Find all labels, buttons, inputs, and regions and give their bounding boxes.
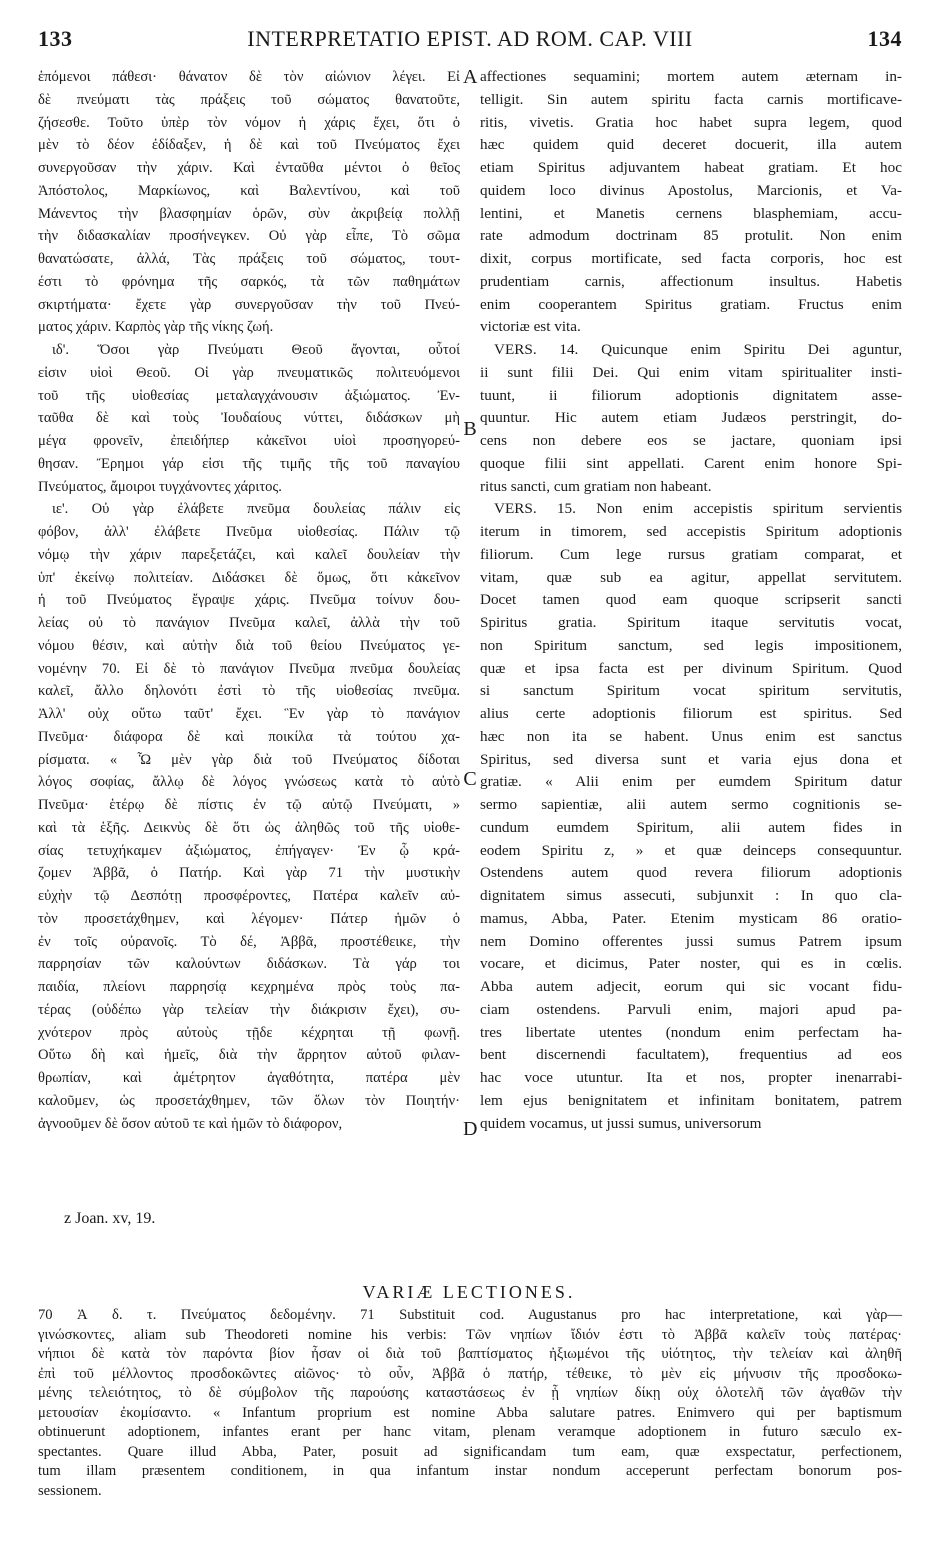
text-line: μὲν τὸ δέον ἐδίδαξεν, ἡ δὲ καὶ τοῦ Πνεύματος ἔχει — [38, 137, 460, 154]
text-line: hæc non ita se habent. Unus enim est sanctus — [480, 727, 902, 745]
text-line: lentini, et Manetis cernens blasphemiam, accu- — [480, 204, 902, 222]
text-line: θανατώσατε, ἀλλά, Τὰς πράξεις τοῦ σώματος, τουτ- — [38, 251, 460, 267]
text-line: νόμου θέσιν, καὶ αὐτὴν διὰ τοῦ θείου Πνεύματος γε- — [38, 637, 460, 654]
text-line: quidem vocamus, ut jussi sumus, universorum — [480, 1114, 762, 1132]
text-line: τέρας (οὐδέπω γὰρ τελείαν τὴν διάκρισιν ἔχει), συ- — [38, 1001, 460, 1018]
text-line: ἐπὶ τοῦ μέλλοντος προσδοκῶντες αἰῶνος· τὸ οὖν, Ἀββᾶ ὁ πατήρ, τέθεικε, τὸ μὲν εἰς μήνυσιν τῆς προσδοκω- — [38, 1365, 902, 1382]
text-line: hæc quidem quid deceret docuerit, illa autem — [480, 136, 902, 154]
text-line: Docet tamen quod eam quoque scripserit sancti — [480, 591, 902, 609]
text-line: ἐν τοῖς οὐρανοῖς. Τὸ δέ, Ἀββᾶ, προστέθεικε, τὴν — [38, 933, 460, 950]
text-line: ρίσματα. « Ὧ μὲν γὰρ διὰ τοῦ Πνεύματος δίδοται — [38, 751, 460, 768]
text-line: tum illam præsentem conditionem, in qua infantum instar nondum acceperunt perfectam bonorum pos- — [38, 1463, 902, 1479]
text-line: nem Domino offerentes jussi sumus Patrem ipsum — [480, 932, 902, 950]
text-line: dignitatem simus assecuti, subjunxit : In quo cla- — [480, 887, 902, 904]
text-line: ιε'. Οὐ γὰρ ἐλάβετε πνεῦμα δουλείας πάλιν εἰς — [52, 501, 460, 518]
text-line: tuunt, ii filiorum adoptionis dignitatem asse- — [480, 386, 902, 404]
text-line: obtinuerunt adoptionem, infantes erant per hanc vitam, plenam veramque adoptionem in futuro sæculo ex- — [38, 1424, 902, 1440]
text-line: σκιρτήματα· ἔχετε γὰρ συνεργοῦσαν τὴν τοῦ Πνεύ- — [38, 296, 460, 313]
text-line: dixit, corpus mortificate, sed facta corporis, hoc est — [480, 250, 902, 267]
text-line: filiorum. Cum lege rursus gratiam comparat, et — [480, 545, 902, 563]
text-line: Ostendens autem quod revera filiorum adoptionis — [480, 864, 902, 882]
text-line: lem ejus benignitatem et infinitam bonitatem, patrem — [480, 1091, 902, 1109]
text-line: ἀγνοοῦμεν δὲ ὅσον αὐτοῦ τε καὶ ἡμῶν τὸ διάφορον, — [38, 1115, 343, 1132]
text-line: λείας οὐ τὸ πανάγιον Πνεῦμα καλεῖ, ἀλλὰ τὴν τοῦ — [38, 615, 460, 631]
text-line: καλεῖ, ἄλλο δηλονότι ἐστὶ τὸ τῆς υἱοθεσίας πνεῦμα. — [38, 683, 460, 700]
text-line: τὸν προσετάχθημεν, καὶ λέγομεν· Πάτερ ἡμῶν ὁ — [38, 910, 460, 927]
text-line: vocare, et dicimus, Pater noster, qui es in cœlis. — [480, 955, 902, 973]
text-line: iterum in timorem, sed accepistis Spiritum adoptionis — [480, 523, 902, 540]
text-line: Πνεύματος, ἄμοιροι τυγχάνοντες χάριτος. — [38, 478, 282, 495]
text-line: mamus, Abba, Pater. Etenim mysticam 86 oratio- — [480, 909, 902, 927]
text-line: Ἀπόστολος, Μαρκίωνος, καὶ Βαλεντίνου, καὶ τοῦ — [38, 182, 460, 199]
text-line: telligit. Sin autem spiritu facta carnis mortificave- — [480, 90, 902, 108]
variants-heading: VARIÆ LECTIONES. — [362, 1282, 576, 1302]
text-line: δὲ πνεύματι τὰς πράξεις τοῦ σώματος θανατοῦτε, — [38, 91, 460, 108]
text-line: enim cooperantem Spiritus gratiam. Fructus enim — [480, 295, 902, 313]
text-line: si sanctum Spiritum vocat spiritum servitutis, — [480, 682, 902, 700]
text-line: Μάνεντος τὴν βλασφημίαν ὁρῶν, σὺν ἀκριβείᾳ πολλῇ — [38, 205, 460, 222]
text-line: θρωπίαν, καὶ ἀμέτρητον ἀγαθότητα, πατέρα μὲν — [38, 1070, 460, 1086]
running-header — [38, 26, 902, 54]
text-line: eodem Spiritu z, » et quæ deinceps consequuntur. — [480, 841, 902, 859]
text-line: VERS. 15. Non enim accepistis spiritum servientis — [494, 500, 902, 518]
text-line: τὴν διδασκαλίαν προσήνεγκεν. Οὐ γὰρ εἶπε, Τὸ σῶμα — [38, 228, 460, 245]
text-line: cundum eumdem Spiritum, alii autem fides in — [480, 818, 902, 836]
text-line: Ἀλλ' οὐχ οὕτω ταῦτ' ἔχει. Ἓν γὰρ τὸ πανάγιον — [38, 706, 460, 722]
text-line: Spiritus, sed diversa sunt et varia ejus dona et — [480, 750, 902, 768]
text-line: ἡ τοῦ Πνεύματος ἔγραψε χάρις. Πνεῦμα τοίνυν δου- — [38, 592, 460, 609]
latin-text-column — [480, 66, 902, 1135]
text-line: παρρησίαν τῶν καλούντων διδάσκων. Τὰ γάρ τοι — [38, 956, 460, 973]
page-number-left: 133 — [38, 26, 73, 51]
text-line: affectiones sequamini; mortem autem æternam in- — [480, 68, 902, 85]
text-line: νήπιοι δὲ κατὰ τὸν παρόντα βίον ἦσαν οἱ διὰ τοῦ βαπτίσματος ἠξιωμένοι τῆς υἱότητος, τὴν τελείαν καὶ ἀληθῆ — [38, 1346, 902, 1362]
text-line: quoque filii sint appellati. Carent enim honore Spi- — [480, 454, 902, 472]
text-line: ἑπόμενοι πάθεσι· θάνατον δὲ τὸν αἰώνιον λέγει. Εἰ — [38, 69, 460, 85]
text-line: ritus sancti, cum gratiam non habeant. — [480, 477, 712, 495]
margin-marker-a: A — [463, 66, 478, 88]
text-line: cens non debere eos se jactare, quoniam ipsi — [480, 432, 902, 449]
text-line: quidem loco divinus Apostolus, Marcionis, et Va- — [480, 181, 902, 199]
text-line: Πνεῦμα· ἑτέρῳ δὲ πίστις ἐν τῷ αὐτῷ Πνεύματι, » — [38, 797, 460, 813]
text-line: έστι τὸ φρόνημα τῆς σαρκός, τὰ τῶν παθημάτων — [38, 273, 460, 290]
text-line: θησαν. Ἔρημοι γάρ εἰσι τῆς τιμῆς τῆς τοῦ παναγίου — [38, 455, 460, 472]
text-line: ὑπ' ἐκείνῳ πολιτείαν. Διδάσκει δὲ ὅμως, ὅτι κἀκεῖνον — [38, 569, 460, 586]
margin-marker-c: C — [463, 768, 477, 790]
text-line: hac voce utuntur. Ita et nos, propter inenarrabi- — [480, 1069, 902, 1086]
text-line: tres libertate utentes (nondum enim perfectam ha- — [480, 1023, 902, 1041]
text-line: συνεργοῦσαν τὴν χάριν. Καὶ ἐνταῦθα μέντοι ὁ θεῖος — [38, 160, 460, 176]
text-line: prudentiam carnis, affectionum insultus. Habetis — [480, 272, 902, 290]
text-line: sermo sapientiæ, alii autem sermo cognitionis se- — [480, 796, 902, 813]
text-line: alius certe adoptionis filiorum est spiritus. Sed — [480, 705, 902, 722]
text-line: Πνεῦμα· διάφορα δὲ καὶ ποικίλα τὰ τούτου χα- — [38, 728, 460, 745]
text-line: quæ et ipsa facta est per divinum Spiritum. Quod — [480, 659, 902, 677]
text-line: μετουσίαν ἐκομίσαντο. « Infantum proprium est nomine Abba salutare patres. Enimvero qui per baptismum — [38, 1404, 902, 1421]
text-line: ζομεν Ἀββᾶ, ὁ Πατήρ. Καὶ γὰρ 71 τὴν μυστικὴν — [38, 865, 460, 882]
text-line: rate admodum doctrinam 85 protulit. Non enim — [480, 227, 902, 245]
text-line: sessionem. — [38, 1482, 102, 1499]
text-line: μένης τελειότητος, τὸ δὲ σύμβολον τῆς παρούσης καταστάσεως ἐν ᾗ νηπίων δίκῃ οὐχ ὁλοτελῆ τῶν ἀγαθῶν τὴν — [38, 1385, 902, 1401]
text-line: Abba autem adjecit, eorum qui sic vocant fidu- — [480, 978, 902, 995]
text-line: παιδία, πλείονι παρρησίᾳ κεχρημένα πρὸς τοὺς πα- — [38, 979, 460, 995]
footnote: z Joan. xv, 19. — [64, 1210, 156, 1227]
margin-marker-b: B — [463, 418, 477, 440]
text-line: ciam ostendens. Parvuli enim, majori apud pa- — [480, 1000, 902, 1018]
text-line: φόβον, ἀλλ' ἐλάβετε Πνεῦμα υἱοθεσίας. Πάλιν τῷ — [38, 524, 460, 540]
text-line: σίας τετυχήκαμεν ἀξιώματος, ἐπήγαγεν· Ἐν ᾧ κρά- — [38, 842, 460, 859]
text-line: non Spiritum sanctum, sed legis impositionem, — [480, 636, 902, 654]
text-line: vitam, quæ sub ea agitur, appellat servitutem. — [480, 568, 902, 586]
text-line: εὐχὴν τῷ Δεσπότῃ προσφέροντες, Πατέρα καλεῖν αὐ- — [38, 888, 460, 904]
margin-marker-d: D — [463, 1118, 478, 1140]
text-line: καὶ τὰ ἑξῆς. Δεικνὺς δὲ ὅτι ὡς ἀληθῶς τοῦ τῆς υἱοθε- — [38, 819, 460, 836]
text-line: Spiritus gratia. Spiritum itaque servitutis vocat, — [480, 614, 902, 631]
greek-text-column — [38, 66, 460, 1135]
text-line: μέγα φρονεῖν, ἐπειδήπερ κἀκεῖνοι υἱοὶ προσηγορεύ- — [38, 433, 460, 449]
running-title: INTERPRETATIO EPIST. AD ROM. CAP. VIII — [247, 26, 693, 51]
text-line: χνότερον πρὸς αὐτοὺς τῇδε κέχρηται τῇ φωνῇ. — [38, 1024, 460, 1041]
text-line: etiam Spiritus adjuvantem habeat gratiam. Et hoc — [480, 159, 902, 176]
text-line: ματος χάριν. Καρπὸς γὰρ τῆς νίκης ζωή. — [38, 319, 274, 336]
text-line: victoriæ est vita. — [480, 318, 581, 336]
text-line: γινώσκοντες, aliam sub Theodoreti nomine his verbis: Τῶν νηπίων ἴδιόν ἐστι τὸ Ἀββᾶ καλεῖν τοὺς πατέρας· — [38, 1326, 902, 1343]
text-line: καλοῦμεν, ὡς προσετάχθημεν, τῶν ὅλων τὸν Ποιητήν· — [38, 1092, 460, 1109]
text-line: νόμῳ τὴν χάριν παρεξετάζει, καὶ καλεῖ δουλείαν τὴν — [38, 546, 460, 563]
text-line: VERS. 14. Quicunque enim Spiritu Dei aguntur, — [494, 341, 902, 358]
text-line: ζήσεσθε. Τοῦτο ὑπὲρ τὸν νόμον ἡ χάρις ἔχει, ὅτι ὁ — [38, 114, 460, 131]
text-line: ταῦθα δὲ καὶ τοὺς Ἰουδαίους νύττει, διδάσκων μὴ — [38, 410, 460, 427]
text-line: gratiæ. « Alii enim per eumdem Spiritum datur — [480, 773, 902, 791]
text-line: ii sunt filii Dei. Qui enim vitam spiritualiter insti- — [480, 363, 902, 381]
text-line: quuntur. Hic autem etiam Judæos perstringit, do- — [480, 409, 902, 427]
variant-readings — [38, 1306, 902, 1501]
text-line: ιδ'. Ὅσοι γὰρ Πνεύματι Θεοῦ ἄγονται, οὗτοί — [52, 342, 460, 358]
text-line: ritis, vivetis. Gratia hoc habet supra legem, quod — [480, 113, 902, 131]
text-line: spectantes. Quare illud Abba, Pater, posuit ad significandam tum eam, quæ exspectatur, perfectionem, — [38, 1443, 902, 1460]
text-line: Οὕτω δὴ καὶ ἡμεῖς, διὰ τὴν ἄρρητον αὐτοῦ φιλαν- — [38, 1047, 460, 1064]
text-line: τοῦ τῆς υἱοθεσίας μεταλαγχάνουσιν ἀξιώματος. Ἐν- — [38, 387, 460, 404]
text-line: bent discernendi facultatem), frequentius ad eos — [480, 1046, 902, 1064]
text-line: νομένην 70. Εἰ δὲ τὸ πανάγιον Πνεῦμα πνεῦμα δουλείας — [38, 660, 460, 677]
text-line: 70 Ἀ δ. τ. Πνεύματος δεδομένην. 71 Substituit cod. Augustanus pro hac interpretatione, καὶ γὰρ— — [38, 1307, 902, 1323]
text-line: εἰσιν υἱοὶ Θεοῦ. Οἱ γὰρ πνευματικῶς πολιτευόμενοι — [38, 364, 460, 381]
page-number-right: 134 — [867, 26, 902, 51]
text-line: λόγος σοφίας, ἄλλῳ δὲ λόγος γνώσεως κατὰ τὸ αὐτὸ — [38, 774, 460, 791]
